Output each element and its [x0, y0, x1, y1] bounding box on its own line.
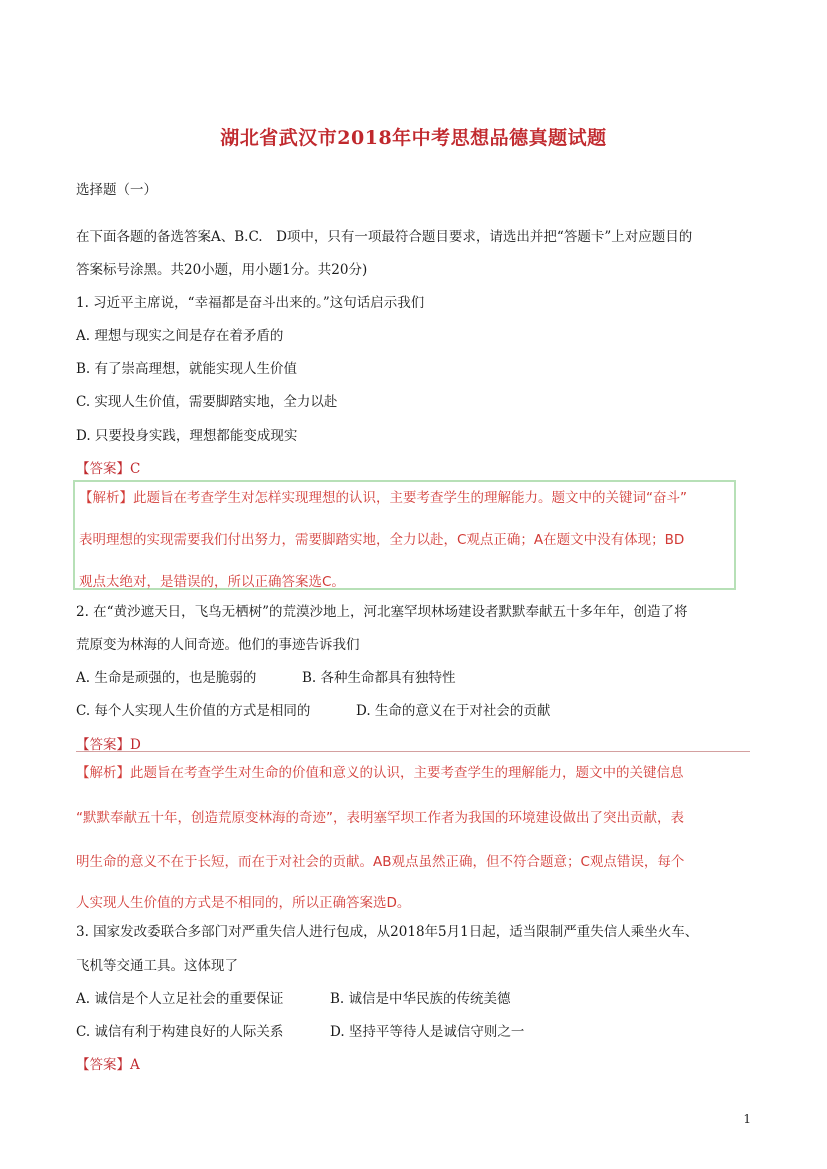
question-3-answer	[76, 1053, 140, 1073]
question-2-explanation-line-1: 【解析】此题旨在考查学生对生命的价值和意义的认识，主要考查学生的理解能力，题文中的关键信息	[76, 765, 684, 781]
question-1-answer	[76, 457, 140, 477]
question-3-stem-line-2: 飞机等交通工具。这体现了	[76, 958, 238, 974]
question-2-option-b: B. 各种生命都具有独特性	[302, 670, 456, 686]
question-1-option-a: A. 理想与现实之间是存在着矛盾的	[76, 328, 284, 344]
instructions-line-2: 答案标号涂黑。共20小题，用小题1分。共20分)	[76, 262, 368, 278]
question-3-option-a: A. 诚信是个人立足社会的重要保证	[76, 991, 284, 1007]
page-title: 湖北省武汉市2018年中考思想品德真题试题	[220, 127, 607, 149]
question-3-stem-line-1: 3. 国家发改委联合多部门对严重失信人进行包成，从2018年5月1日起，适当限制严重失信人乘坐火车、	[76, 924, 699, 940]
section-heading: 选择题（一）	[76, 182, 157, 198]
question-3-option-d: D. 坚持平等待人是诚信守则之一	[330, 1024, 525, 1040]
question-2-option-a: A. 生命是顽强的，也是脆弱的	[76, 670, 257, 686]
question-2-explanation-line-3: 明生命的意义不在于长短，而在于对社会的贡献。AB观点虽然正确，但不符合题意；C观点错误，每个	[76, 854, 685, 870]
question-1-option-d: D. 只要投身实践，理想都能变成现实	[76, 428, 298, 444]
question-1-option-b: B. 有了崇高理想，就能实现人生价值	[76, 361, 298, 377]
question-2-answer	[76, 733, 141, 753]
question-1-option-c: C. 实现人生价值，需要脚踏实地，全力以赴	[76, 394, 338, 410]
question-3-option-b: B. 诚信是中华民族的传统美德	[330, 991, 511, 1007]
question-2-stem-line-1: 2. 在“黄沙遮天日，飞鸟无栖树”的荒漠沙地上，河北塞罕坝林场建设者默默奉献五十多年年，创造了将	[76, 604, 688, 620]
explanation-divider	[76, 751, 750, 752]
question-2-explanation-line-4: 人实现人生价值的方式是不相同的，所以正确答案选D。	[76, 895, 411, 911]
question-2-explanation-line-2: “默默奉献五十年，创造荒原变林海的奇迹”，表明塞罕坝工作者为我国的环境建设做出了突出贡献，表	[76, 810, 684, 826]
answer-label: 【答案】	[76, 1057, 130, 1073]
question-2-option-d: D. 生命的意义在于对社会的贡献	[356, 703, 551, 719]
question-3-option-c: C. 诚信有利于构建良好的人际关系	[76, 1024, 284, 1040]
question-1-explanation-line-1: 【解析】此题旨在考查学生对怎样实现理想的认识，主要考查学生的理解能力。题文中的关键词“奋斗”	[79, 490, 687, 506]
question-2-stem-line-2: 荒原变为林海的人间奇迹。他们的事迹告诉我们	[76, 637, 360, 653]
question-2-option-c: C. 每个人实现人生价值的方式是相同的	[76, 703, 311, 719]
question-1-stem: 1. 习近平主席说，“幸福都是奋斗出来的。”这句话启示我们	[76, 295, 425, 311]
answer-value: A	[130, 1057, 140, 1073]
page-number: 1	[743, 1112, 751, 1126]
answer-value: C	[130, 461, 141, 477]
answer-label: 【答案】	[76, 737, 130, 753]
answer-label: 【答案】	[76, 461, 130, 477]
question-1-explanation-line-3: 观点太绝对，是错误的，所以正确答案选C。	[79, 574, 345, 590]
answer-value: D	[130, 737, 141, 753]
instructions-line-1: 在下面各题的备选答案A、B.C. D项中，只有一项最符合题目要求，请选出并把“答题卡”上对应题目的	[76, 229, 693, 245]
question-1-explanation-line-2: 表明理想的实现需要我们付出努力，需要脚踏实地，全力以赴，C观点正确；A在题文中没有体现；BD	[79, 532, 685, 548]
